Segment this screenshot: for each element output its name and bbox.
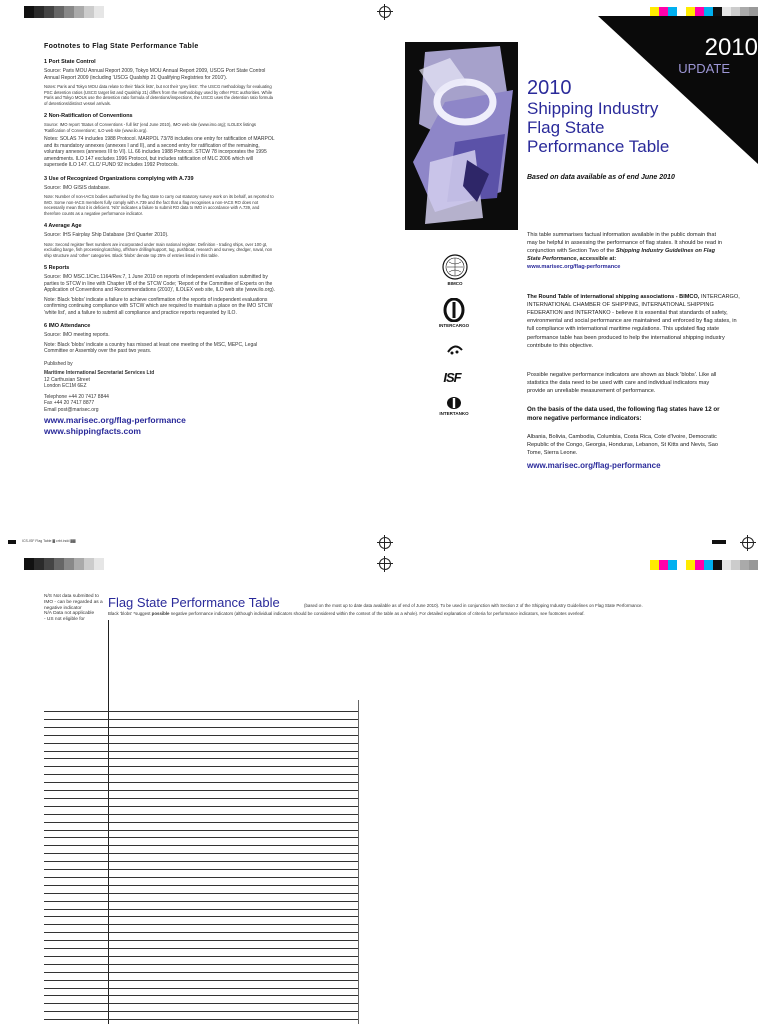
flag-states-link-wrap xyxy=(527,460,747,472)
table-note-suffix: negative performance indicators (although individual indicators should be considered within the context of the table as a whole). For detailed explanation of criteria for performance indicators, see footnotes overleaf. xyxy=(170,611,585,616)
bimco-label: BIMCO xyxy=(447,281,463,286)
table-row xyxy=(44,727,358,728)
cover-year: 2010 xyxy=(527,77,572,99)
publisher-name: Maritime International Secretariat Services Ltd xyxy=(44,370,155,377)
table-row xyxy=(44,743,358,744)
table-note-prefix: Black 'blobs' *suggest xyxy=(108,611,151,616)
legend-item: N/A Data not applicable xyxy=(44,611,95,617)
table-legend xyxy=(44,594,104,623)
intro-text: This table summarises factual information available in the public domain that may be helpful in assessing the performance of flag states. It should be read in conjunction with Section Two of the xyxy=(527,232,722,255)
table-note xyxy=(108,611,748,616)
table-row xyxy=(44,940,358,941)
roundtable-paragraph xyxy=(527,293,745,350)
footnote-title: 4 Average Age xyxy=(44,223,82,230)
calibration-bar-bottom xyxy=(24,558,104,570)
table-row xyxy=(44,980,358,981)
footnote-text: Source: IMO GISIS database. xyxy=(44,184,111,191)
cover-title-line: Shipping Industry xyxy=(527,99,659,118)
table-row xyxy=(44,885,358,886)
blobs-paragraph: Possible negative performance indicators are shown as black 'blobs'. Like all statistics the data need to be used with care and individual indicators may provide an unreliable measurement of performance. xyxy=(527,372,717,395)
cover-title-line: Performance Table xyxy=(527,137,670,157)
table-row xyxy=(44,837,358,838)
table-row xyxy=(44,711,358,712)
table-row xyxy=(44,995,358,996)
footnote-title: 6 IMO Attendance xyxy=(44,323,91,330)
table-row xyxy=(44,853,358,854)
footnote-text: Source: IMO MSC.1/Circ.1164/Rev.7, 1 June 2010 on reports of independent evaluation submitted by parties to STCW in line with Chapter I/8 of the STCW Code; 'Report of the Committee of Experts on the Application of Conventions and Recommendations (2010)', ILOLEX web site, ILO web site (www.ilo.org). xyxy=(44,274,276,294)
roundtable-text: INTERCARGO, INTERNATIONAL CHAMBER OF SHIPPING, INTERNATIONAL SHIPPING FEDERATION and INTERTANKO - believe it is essential that standards of safety, environmental and social performance are maintained and enforced by flag states, in full compliance with international maritime regulations. This updated flag state performance table has been produced to help the international shipping industry contribute to this objective. xyxy=(527,294,740,349)
color-bar-bottom xyxy=(650,560,758,570)
intro-text-tail: , accessible at: xyxy=(576,256,617,263)
table-row xyxy=(44,1019,358,1020)
table-row xyxy=(44,766,358,767)
table-row xyxy=(44,719,358,720)
table-note-possible: possible xyxy=(151,611,170,616)
contact-line: Telephone +44 20 7417 8844 xyxy=(44,393,109,400)
intercargo-label: INTERCARGO xyxy=(438,323,470,328)
intertanko-logo xyxy=(432,396,476,416)
guidelines-title: Shipping Industry Guidelines on Flag State Performance xyxy=(527,248,715,263)
flag-states-list: Albania, Bolivia, Cambodia, Columbia, Costa Rica, Cote d'Ivoire, Democratic Republic of the Congo, Georgia, Honduras, Lebanon, St Kitts and Nevis, Sao Tome, Sierra Leone. xyxy=(527,434,718,457)
table-row xyxy=(44,893,358,894)
flag-states-heading xyxy=(527,406,727,424)
footnote-title: 1 Port State Control xyxy=(44,59,96,66)
published-by: Published by xyxy=(44,360,73,367)
footnotes-heading: Footnotes to Flag State Performance Table xyxy=(44,43,199,50)
contact-line: Fax +44 20 7417 8877 xyxy=(44,400,95,407)
intercargo-logo xyxy=(432,298,476,328)
table-row xyxy=(44,909,358,910)
footnote-text: Note: Black 'blobs' indicate a country has missed at least one meeting of the MSC, MEPC, Legal Committee or Assembly over the past two years. xyxy=(44,341,258,355)
registration-mark-icon xyxy=(379,6,391,18)
intertanko-label: INTERTANKO xyxy=(439,411,469,416)
registration-mark-icon xyxy=(379,558,391,570)
table-row xyxy=(44,948,358,949)
flag-states-link[interactable]: www.marisec.org/flag-performance xyxy=(527,461,661,470)
flag-performance-link[interactable]: www.marisec.org/flag-performance xyxy=(44,415,186,426)
table-row xyxy=(44,830,358,831)
table-row xyxy=(44,774,358,775)
footnotes-panel xyxy=(44,42,276,437)
footnote-text: Source: IMO report 'Status of Conventions - full list' (end June 2010), IMO web site (www.imo.org); ILOLEX listings 'Ratification of Conventions', ILO web site (www.ilo.org). xyxy=(44,122,256,133)
table-row xyxy=(44,916,358,917)
footnote-title: 3 Use of Recognized Organizations complying with A.739 xyxy=(44,175,194,182)
intercargo-emblem-icon xyxy=(443,298,465,322)
cover-artwork xyxy=(405,42,518,230)
bimco-logo xyxy=(440,254,470,286)
update-label: UPDATE xyxy=(678,61,730,76)
table-row xyxy=(44,790,358,791)
abstract-shapes-image xyxy=(405,42,518,230)
intro-paragraph xyxy=(527,231,727,272)
footnote-text: Notes: Paris and Tokyo MOU data relate to their 'black lists', but not their 'grey lists'. The USCG methodology for evaluating PSC detention ratios (USCG target list and Qualship 21) differs from the methodology used by other PSC authorities. While Paris and Tokyo MOUs use the detention ratio formula of detentions/inspections, the USCG uses the detention ratio formula of detentions/distinct vessel arrivals. xyxy=(44,84,273,106)
footnote-title: 2 Non-Ratification of Conventions xyxy=(44,113,133,120)
registration-mark-icon xyxy=(379,537,391,549)
footnote-text: Notes: SOLAS 74 includes 1988 Protocol. MARPOL 73/78 includes one entry for ratification of MARPOL and its mandatory annexes (annexes I and II), and a second entry for ratification of the remaining, voluntary annexes (annexes III to VI). LL 66 includes 1988 Protocol. STCW 78 incorporates the 1995 amendments. ILO 147 excludes 1996 Protocol, but includes ratification of MLC 2006 which will supersede ILO 147. CLC/ FUND 92 includes 1992 Protocols. xyxy=(44,136,275,169)
legend-item: - US not eligible for xyxy=(44,617,85,622)
footnote-text: Note: Black 'blobs' indicate a failure to achieve confirmation of the reports of independent evaluations confirming continuing compliance with STCW which are required to maintain a place on the IMO STCW 'white list', and a failure to submit all compliance and practice reports requested by ILO. xyxy=(44,296,273,316)
calibration-bar-top xyxy=(24,6,104,18)
shippingfacts-link[interactable]: www.shippingfacts.com xyxy=(44,425,141,436)
based-on-note: Based on data available as of end June 2010 xyxy=(527,174,675,181)
footnote-text: Note: Number of non-IACS bodies authorised by the flag state to carry out statutory survey work on its behalf, as reported to IMO. Some non-IACS members fully comply with A.739 and the fact that a flag recognises a non-IACS RO does not necessarily mean that it is deficient. 'N/S' indicates a failure to submit RO data to IMO in accordance with A.739, and therefore counts as a negative performance indicator. xyxy=(44,194,274,216)
table-row xyxy=(44,758,358,759)
intro-link[interactable]: www.marisec.org/flag-performance xyxy=(527,264,621,271)
ics-emblem-icon xyxy=(446,340,464,358)
roundtable-lead: The Round Table of international shipping associations - BIMCO, xyxy=(527,294,700,300)
footnote-text: Source: Paris MOU Annual Report 2009, Tokyo MOU Annual Report 2009, USCG Port State Control Annual Report 2009 (including 'USCG Qualship 21 Qualifying Registries for 2010'). xyxy=(44,68,266,81)
table-row xyxy=(44,1011,358,1012)
table-row xyxy=(44,972,358,973)
contact-line: Email post@marisec.org xyxy=(44,406,99,413)
file-slug: ICS-ISF Flag Table ▓ crbt.indd ▓▓ xyxy=(22,539,76,543)
table-row xyxy=(44,877,358,878)
table-row xyxy=(44,964,358,965)
table-subtitle: (based on the most up to date data available as of end of June 2010). To be used in conjunction with Section 2 of the Shipping Industry Guidelines on Flag State Performance. xyxy=(304,603,643,608)
table-row xyxy=(44,782,358,783)
intertanko-emblem-icon xyxy=(446,396,462,410)
table-row xyxy=(44,845,358,846)
table-row xyxy=(44,869,358,870)
table-row xyxy=(44,901,358,902)
isf-logo xyxy=(436,370,468,385)
crop-mark xyxy=(8,540,16,544)
table-row xyxy=(44,861,358,862)
table-row xyxy=(44,806,358,807)
address-line: 12 Carthusian Street xyxy=(44,376,90,383)
flag-states-lead: On the basis of the data used, the following flag states have 12 or more negative performance indicators: xyxy=(527,406,720,422)
ics-logo xyxy=(445,340,465,359)
table-row xyxy=(44,751,358,752)
table-title: Flag State Performance Table xyxy=(108,595,280,610)
legend-item: N/S Not data submitted to IMO - can be regarded as a negative indicator xyxy=(44,594,103,611)
table-row xyxy=(44,814,358,815)
isf-label: ISF xyxy=(443,370,461,385)
footnote-text: Source: IMO meeting reports. xyxy=(44,332,110,339)
table-edge xyxy=(358,700,359,1024)
update-year: 2010 xyxy=(704,34,758,61)
table-row xyxy=(44,988,358,989)
table-row xyxy=(44,822,358,823)
table-row xyxy=(44,956,358,957)
registration-mark-icon xyxy=(742,537,754,549)
table-row xyxy=(44,735,358,736)
table-row xyxy=(44,924,358,925)
footnote-title: 5 Reports xyxy=(44,265,70,272)
address-line: London EC1M 6EZ xyxy=(44,383,87,390)
table-row xyxy=(44,798,358,799)
footnote-text: Note: Second register fleet numbers are incorporated under main national register. Definition - trading ships, over 100 gt, excluding barge, fish processing/catching, offshore drilling/support, tug, pushboat, research and survey, dredger, naval, non ship structure and 'other' categories. Black 'blobs' denote top 25% of entries listed in this table. xyxy=(44,241,273,258)
cover-title-line: Flag State xyxy=(527,118,605,138)
table-row xyxy=(44,1003,358,1004)
crop-mark xyxy=(712,540,726,544)
footnote-text: Source: IHS Fairplay Ship Database (3rd Quarter 2010). xyxy=(44,232,169,239)
table-row xyxy=(44,932,358,933)
bimco-globe-icon xyxy=(442,254,468,280)
cover-title xyxy=(527,78,757,157)
